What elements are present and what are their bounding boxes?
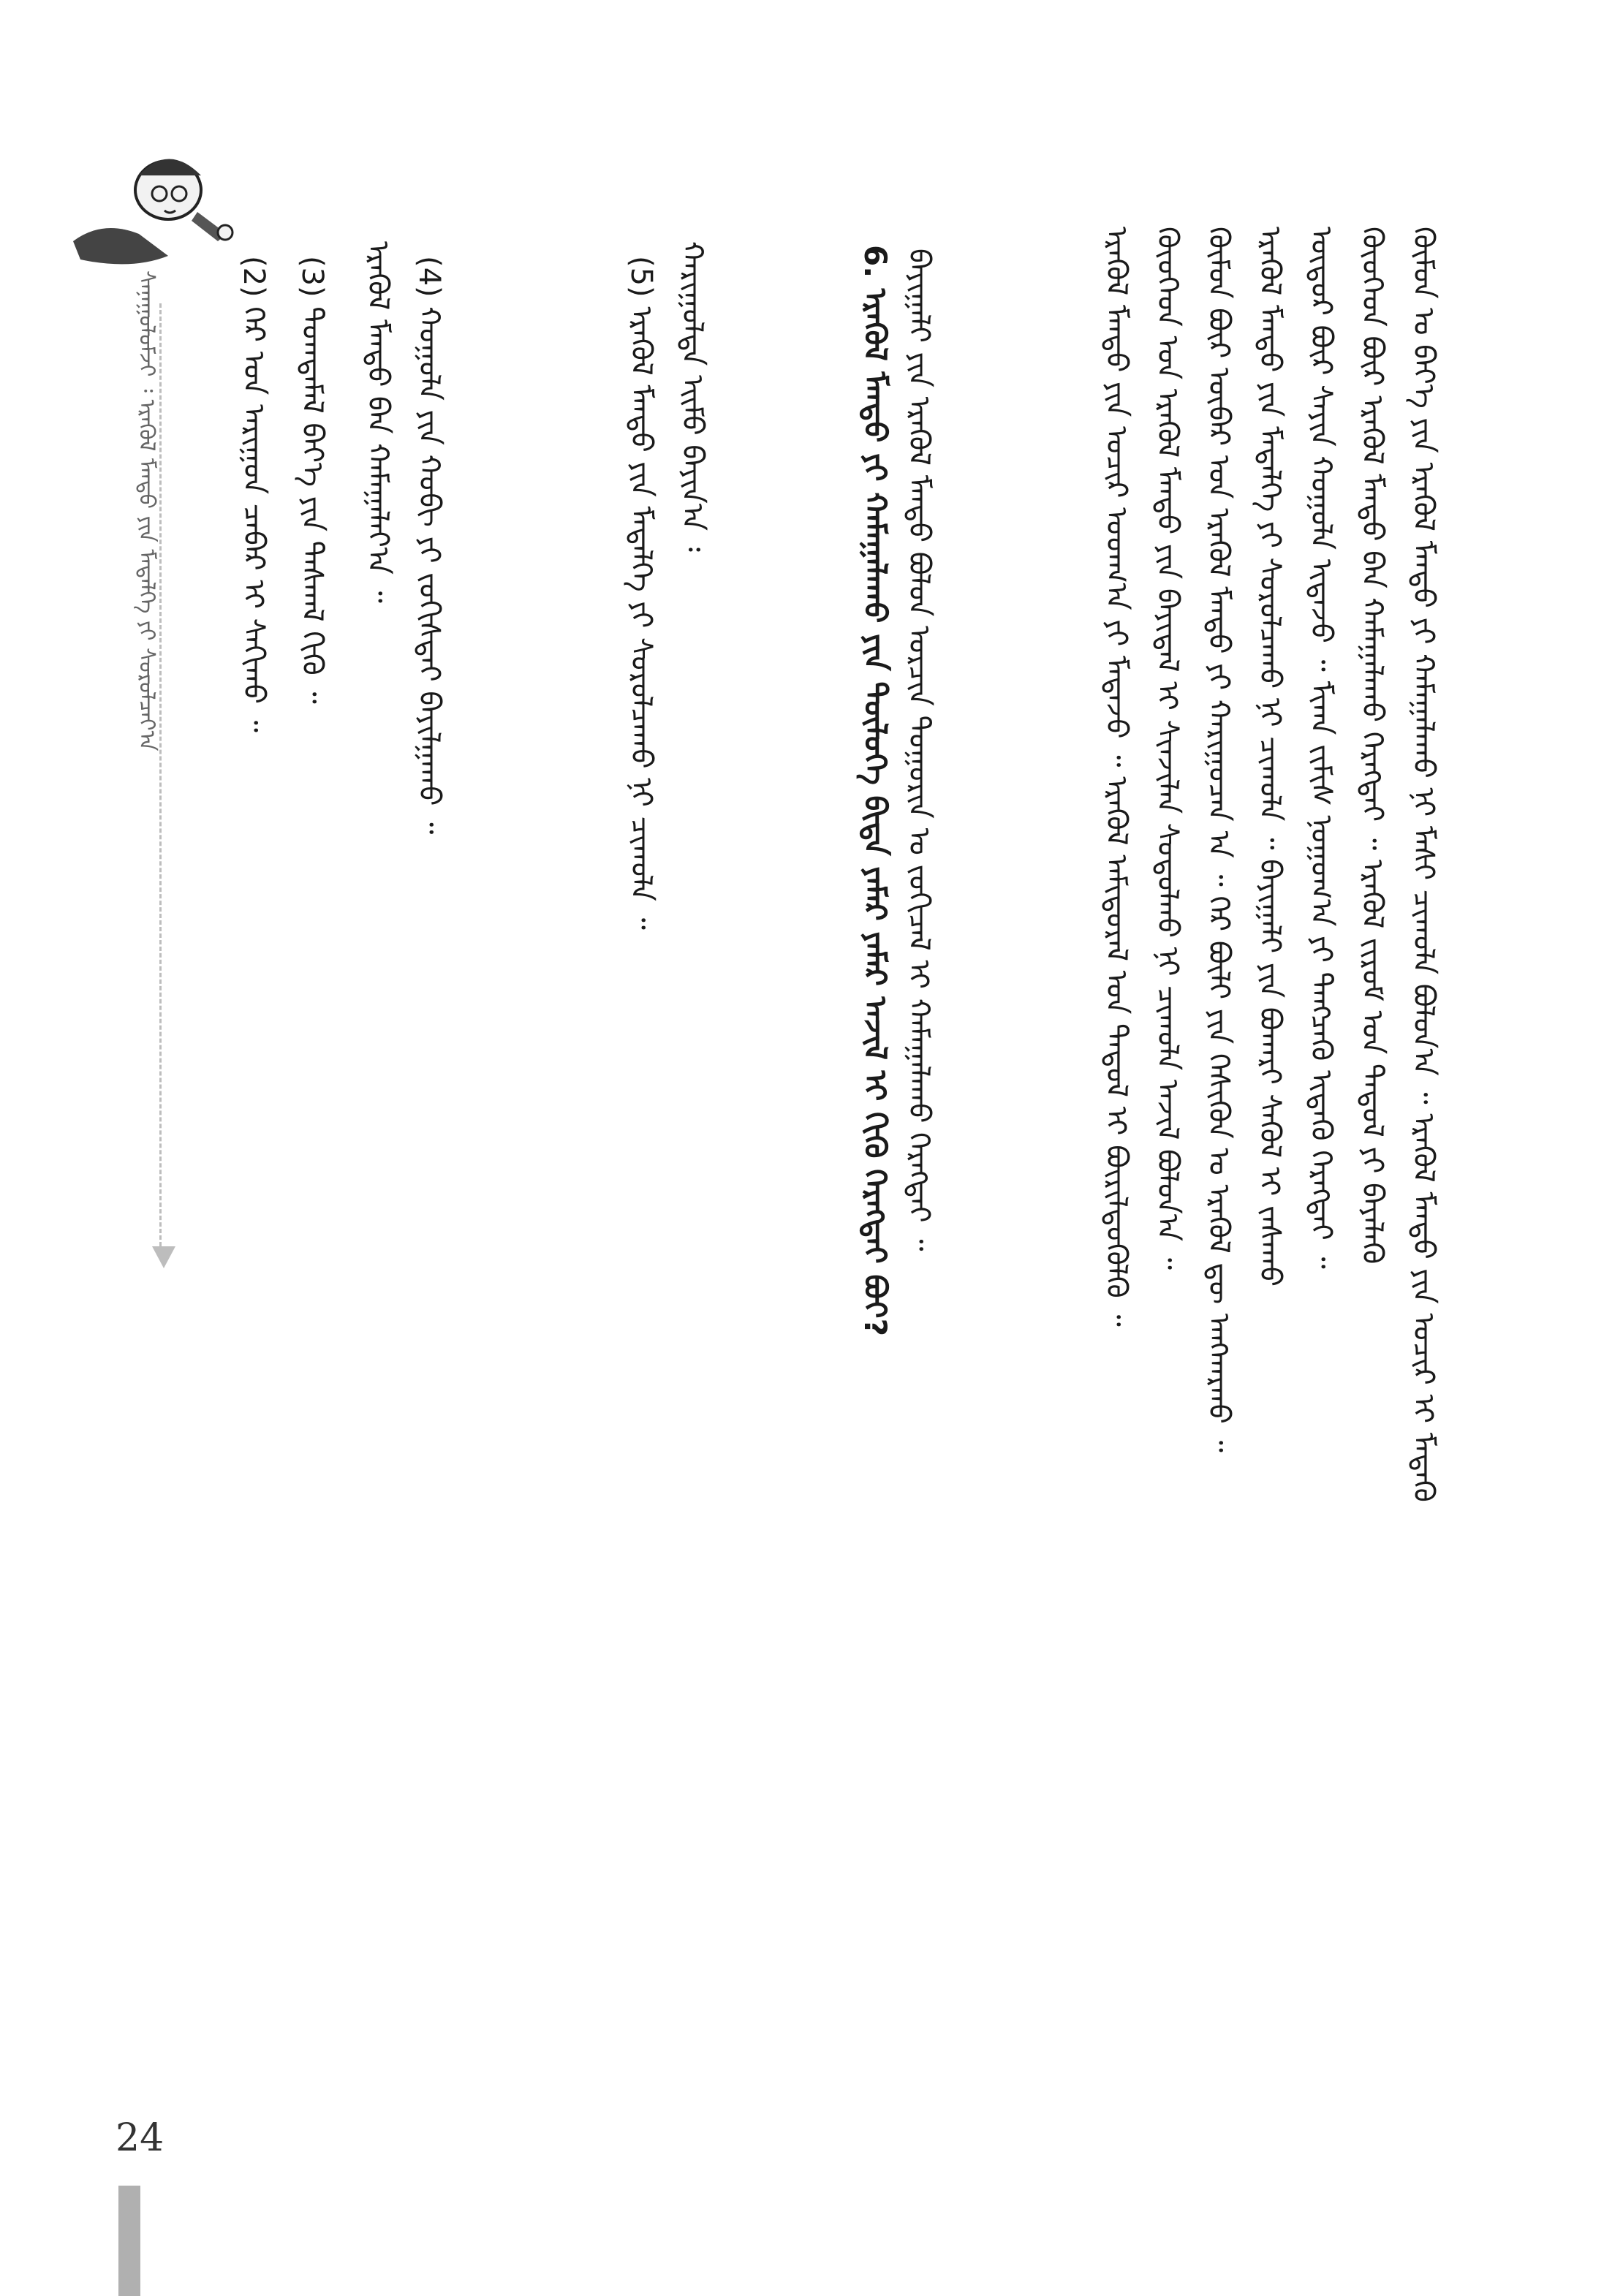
cartoon-character-illustration [58, 132, 234, 278]
paragraph-line: ᠬᠦᠦᠬᠡᠳ ᠤᠨ ᠡᠷᠡᠬᠦᠯ ᠮᠡᠨᠳᠦ ᠶᠢᠨ ᠪᠠᠶᠢᠳᠠᠯ ᠢ ᠰᠢᠨᠵᠢᠯᠡᠨ ᠰᠤᠳᠤᠯᠬᠤ ᠨᠢ ᠴᠢᠬᠤᠯᠠ ᠠᠵᠢᠯ ᠪᠣᠯᠤᠨ᠎ᠠ ᠃ [1151, 227, 1184, 1270]
question-heading: 6. ᠡᠷᠡᠬᠦᠯ ᠮᠡᠨᠳᠦ ᠶᠢ ᠬᠠᠮᠠᠭᠠᠯᠠᠬᠤ ᠶᠢᠨ ᠲᠥᠯᠥᠭᠡ ᠪᠢᠳᠡ ᠶᠠᠮᠠᠷ ᠶᠠᠮᠠᠷ ᠠᠵᠢᠯ ᠢ ᠬᠢᠬᠦ ᠬᠡᠷᠡᠭᠲᠡᠢ ᠪᠤᠢ? [858, 245, 893, 1336]
item-text: ᠭᠡᠷ ᠤᠨ ᠠᠷᠢᠭᠤᠨ ᠴᠡᠪᠡᠷ ᠢ ᠰᠠᠬᠢᠬᠤ ᠃ [237, 306, 270, 732]
item-text: ᠲᠣᠭᠲᠠᠮᠠᠯ ᠪᠡᠶ᠎ᠡ ᠶᠢᠨ ᠳᠠᠰᠬᠠᠯ ᠬᠢᠬᠦ ᠃ [295, 306, 329, 704]
page-edge-bar [118, 2186, 140, 2296]
answer-intro: ᠬᠠᠷᠢᠭᠤᠯᠲᠠ ᠡᠢᠮᠦ ᠪᠠᠶᠢᠨ᠎ᠠ ᠄ [676, 241, 709, 552]
paragraph-line: ᠦᠳᠦᠷ ᠪᠦᠷ ᠰᠠᠶᠢᠨ ᠬᠣᠭᠣᠯᠠ ᠢᠳᠡᠵᠦ ᠃ ᠮᠢᠬᠠ ᠵᠢᠮᠢᠰ ᠨᠤᠭᠤᠭ᠎ᠠ ᠶᠢ ᠲᠡᠩᠴᠡᠭᠦ ᠢᠳᠡᠬᠦ ᠬᠡᠷᠡᠭᠲᠡᠢ ᠃ [1304, 227, 1338, 1269]
item-number: (5) [624, 256, 658, 298]
answer-item-3 [291, 256, 333, 1776]
arrow-down-icon [152, 1246, 175, 1268]
paragraph-line: ᠬᠦᠮᠦᠨ ᠪᠦᠷ ᠥᠪᠡᠷ ᠤᠨ ᠡᠷᠡᠬᠦᠯ ᠮᠡᠨᠳᠦ ᠶᠢ ᠬᠠᠷᠢᠭᠤᠴᠠᠨ ᠠ ᠃ ᠭᠡᠷ ᠪᠦᠯᠢ ᠶᠢᠨ ᠭᠡᠰᠢᠭᠦᠨ ᠤ ᠡᠷᠡᠬᠦᠯ ᠳᠦ ᠠᠩᠬᠠᠷᠬᠤ ᠃ [1202, 227, 1236, 1452]
dashed-divider [159, 303, 162, 1246]
page-number: 24 [116, 2116, 164, 2160]
sidebar-note: ᠰᠠᠨᠠᠭᠤᠯᠤᠮᠵᠢ ᠄ ᠡᠷᠡᠬᠦᠯ ᠮᠡᠨᠳᠦ ᠶᠢᠨ ᠮᠡᠳᠡᠯᠭᠡ ᠶᠢ ᠰᠤᠷᠤᠯᠴᠠᠶ᠎ᠠ [134, 270, 159, 751]
paragraph-line: ᠡᠷᠡᠬᠦᠯ ᠮᠡᠨᠳᠦ ᠶᠢᠨ ᠮᠡᠳᠡᠯᠭᠡ ᠶᠢ ᠰᠤᠷᠤᠯᠴᠠᠬᠤ ᠨᠢ ᠴᠢᠬᠤᠯᠠ ᠃ ᠪᠠᠶᠢᠭᠠᠯᠢ ᠶᠢᠨ ᠪᠤᠬᠠᠷᠢ ᠰᠡᠭᠦᠯ ᠢ ᠵᠠᠰᠠᠬᠤ [1253, 227, 1287, 1287]
paragraph-line: ᠬᠦᠦᠬᠡᠳ ᠪᠦᠷ ᠡᠷᠡᠬᠦᠯ ᠮᠡᠨᠳᠦ ᠪᠡᠨ ᠬᠠᠮᠠᠭᠠᠯᠠᠬᠤ ᠬᠡᠷᠡᠭᠲᠡᠢ ᠃ ᠡᠷᠡᠬᠦᠯ ᠵᠢᠷᠤᠮ ᠤᠨ ᠳᠠᠳᠤᠯ ᠶᠢ ᠪᠡᠶᠡᠯᠡᠬᠦ [1355, 227, 1389, 1265]
paragraph-line: ᠬᠦᠮᠦᠨ ᠤ ᠪᠡᠶ᠎ᠡ ᠶᠢᠨ ᠡᠷᠡᠬᠦᠯ ᠮᠡᠨᠳᠦ ᠶᠢ ᠬᠠᠮᠠᠭᠠᠯᠠᠬᠤ ᠨᠢ ᠮᠠᠰᠢ ᠴᠢᠬᠤᠯᠠ ᠪᠣᠯᠤᠨ᠎ᠠ ᠃ ᠡᠷᠡᠬᠦᠯ ᠮᠡᠨᠳᠦ ᠶᠢᠨ ᠤᠴᠢᠷ ᠢ ᠮᠡᠳᠡᠬᠦ [1407, 227, 1440, 1502]
answer-item-2 [232, 256, 275, 1776]
item-number: (4) [412, 256, 446, 298]
answer-closing: ᠡᠷᠡᠬᠦᠯ ᠮᠡᠨᠳᠦ ᠪᠡᠨ ᠬᠠᠮᠠᠭᠠᠯᠠᠶ᠎ᠠ ᠃ [361, 241, 395, 603]
paragraph-line: ᠡᠷᠡᠬᠦᠯ ᠮᠡᠨᠳᠦ ᠶᠢᠨ ᠤᠴᠢᠷ ᠤᠳᠬ᠎ᠠ ᠶᠢ ᠮᠡᠳᠡᠵᠦ ᠃ ᠡᠷᠡᠬᠦᠯ ᠠᠮᠢᠳᠤᠷᠠᠯ ᠤᠨ ᠳᠠᠳᠤᠯ ᠢ ᠪᠦᠷᠢᠯᠳᠦᠭᠦᠯᠬᠦ ᠃ [1100, 227, 1133, 1327]
question-continuation: ᠪᠠᠶᠢᠭᠠᠯᠢ ᠶᠢᠨ ᠡᠷᠡᠬᠦᠯ ᠮᠡᠨᠳᠦ ᠪᠣᠯᠤᠨ ᠤᠷᠴᠢᠨ ᠲᠣᠭᠣᠷᠢᠨ ᠤ ᠵᠣᠬᠢᠴᠠᠯ ᠢ ᠬᠠᠮᠠᠭᠠᠯᠠᠬᠤ ᠬᠡᠷᠡᠭᠲᠡᠢ ᠃ [902, 249, 936, 1251]
item-number: (3) [295, 256, 329, 298]
answer-item-5 [620, 256, 662, 1776]
item-text: ᠡᠷᠡᠬᠦᠯ ᠮᠡᠨᠳᠦ ᠶᠢᠨ ᠮᠡᠳᠡᠯᠭᠡ ᠶᠢ ᠰᠤᠷᠤᠯᠴᠠᠬᠤ ᠨᠢ ᠴᠢᠬᠤᠯᠠ ᠃ [624, 306, 658, 930]
item-number: (2) [237, 256, 270, 298]
item-text: ᠬᠣᠭᠣᠯᠠ ᠶᠢᠨ ᠬᠣᠪᠢ ᠶᠢ ᠵᠣᠬᠢᠰᠲᠠᠢ ᠪᠠᠶᠢᠯᠭᠠᠬᠤ ᠃ [412, 306, 446, 835]
answer-item-4 [408, 256, 450, 1776]
